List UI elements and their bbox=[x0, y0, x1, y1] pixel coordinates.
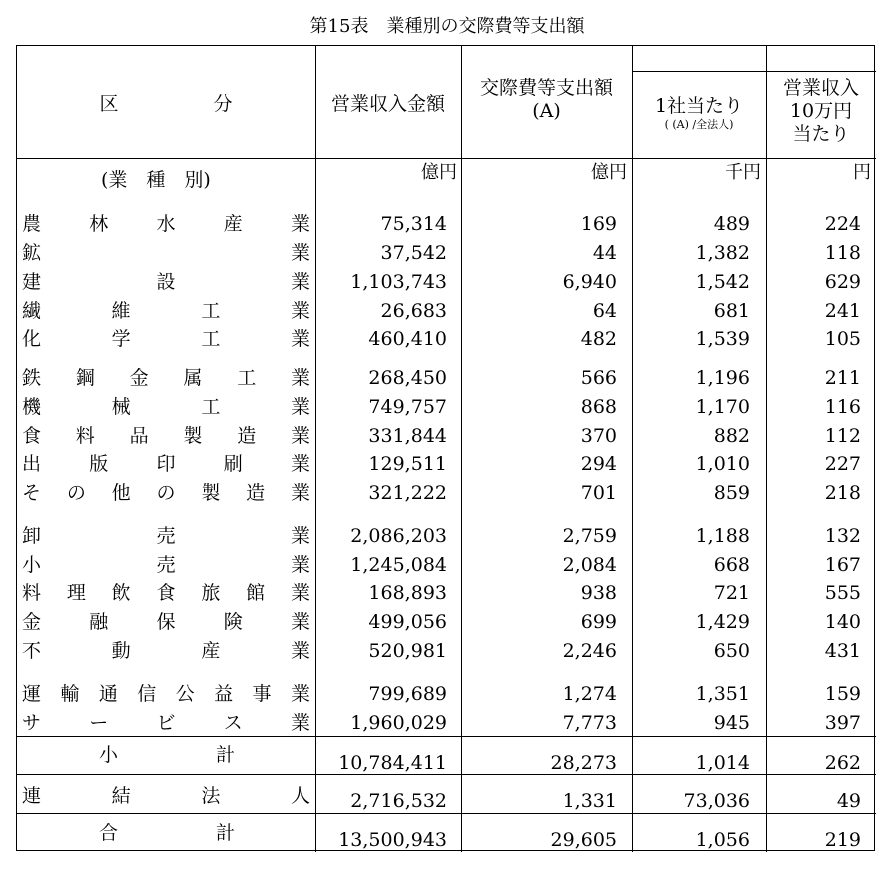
row-label-char: 益 bbox=[214, 683, 234, 705]
row-value-expense: 566 bbox=[580, 367, 617, 389]
row-label bbox=[22, 244, 310, 263]
row-label-char: 機 bbox=[22, 396, 42, 418]
row-label-char: 険 bbox=[223, 611, 243, 633]
row-label-char: 業 bbox=[290, 582, 310, 604]
row-label-char: 学 bbox=[111, 328, 131, 350]
row-label-char: 業 bbox=[290, 453, 310, 475]
row-value-per-company: 1,010 bbox=[695, 453, 750, 475]
subtotal-value-revenue: 10,784,411 bbox=[338, 752, 447, 774]
row-label-char: 業 bbox=[290, 611, 310, 633]
row-value-expense: 2,759 bbox=[562, 525, 617, 547]
row-label-char: 産 bbox=[201, 640, 221, 662]
total-value-per-revenue: 219 bbox=[824, 829, 861, 851]
row-value-per-company: 1,351 bbox=[695, 683, 750, 705]
row-label-char: 水 bbox=[156, 213, 176, 235]
row-value-revenue: 26,683 bbox=[380, 300, 447, 322]
row-label-char: 卸 bbox=[22, 525, 42, 547]
row-label-char: 公 bbox=[175, 683, 195, 705]
row-label bbox=[22, 613, 310, 632]
row-label-char: の bbox=[156, 482, 176, 504]
row-value-per-revenue: 241 bbox=[824, 300, 861, 322]
row-label-char: 動 bbox=[111, 640, 131, 662]
row-label-char: 農 bbox=[22, 213, 42, 235]
row-label-char: 通 bbox=[98, 683, 118, 705]
row-label bbox=[22, 685, 310, 704]
row-value-expense: 64 bbox=[592, 300, 617, 322]
row-label bbox=[22, 215, 310, 234]
row-value-expense: 2,246 bbox=[562, 640, 617, 662]
row-value-revenue: 799,689 bbox=[368, 683, 447, 705]
row-value-revenue: 2,086,203 bbox=[350, 525, 447, 547]
header-expense bbox=[461, 77, 632, 123]
row-value-per-company: 1,382 bbox=[695, 242, 750, 264]
row-label-char: 版 bbox=[89, 453, 109, 475]
row-label-char: 業 bbox=[290, 300, 310, 322]
row-label-char: サ bbox=[22, 712, 42, 734]
row-value-per-company: 1,188 bbox=[695, 525, 750, 547]
subtotal-value-per-company: 1,014 bbox=[695, 752, 750, 774]
row-label-char: 業 bbox=[290, 328, 310, 350]
row-value-expense: 294 bbox=[580, 453, 617, 475]
row-label-char: 金 bbox=[129, 367, 149, 389]
row-label-char: 結 bbox=[111, 785, 131, 807]
row-value-expense: 701 bbox=[580, 482, 617, 504]
consolidated-value-per-revenue: 49 bbox=[836, 790, 861, 812]
row-value-revenue: 331,844 bbox=[368, 425, 447, 447]
consolidated-value-revenue: 2,716,532 bbox=[350, 790, 447, 812]
row-label-char: 業 bbox=[290, 525, 310, 547]
consolidated-rule bbox=[17, 774, 876, 775]
row-label-char: 工 bbox=[201, 300, 221, 322]
row-label-char: 人 bbox=[290, 785, 310, 807]
row-label-char: 工 bbox=[237, 367, 257, 389]
row-label-char: 飲 bbox=[111, 582, 131, 604]
row-value-revenue: 1,245,084 bbox=[350, 554, 447, 576]
row-label-char: 鋼 bbox=[75, 367, 95, 389]
consolidated-label bbox=[22, 787, 310, 806]
header-per-company-label: 1社当たり bbox=[654, 95, 744, 117]
header-expense-sub: (A) bbox=[532, 100, 561, 122]
row-label-char: ビ bbox=[156, 712, 176, 734]
row-label bbox=[22, 455, 310, 474]
header-per-revenue bbox=[766, 77, 876, 146]
row-label-char: 鉄 bbox=[22, 367, 42, 389]
header-rule bbox=[632, 71, 876, 72]
row-label-char: 化 bbox=[22, 328, 42, 350]
row-value-per-revenue: 118 bbox=[824, 242, 861, 264]
row-label-char: 工 bbox=[201, 396, 221, 418]
row-label-char: 属 bbox=[183, 367, 203, 389]
row-label-char: 食 bbox=[22, 425, 42, 447]
row-label-char: 刷 bbox=[223, 453, 243, 475]
row-label-char: 製 bbox=[201, 482, 221, 504]
row-label-char: 設 bbox=[156, 271, 176, 293]
row-label-char: 理 bbox=[66, 582, 86, 604]
header-expense-label: 交際費等支出額 bbox=[479, 77, 613, 99]
row-label-char: 館 bbox=[246, 582, 266, 604]
row-value-per-revenue: 397 bbox=[824, 712, 861, 734]
row-label bbox=[22, 273, 310, 292]
row-label-char: 製 bbox=[183, 425, 203, 447]
row-label-char: 小 bbox=[99, 744, 119, 766]
total-value-expense: 29,605 bbox=[550, 829, 617, 851]
subtotal-label bbox=[99, 746, 235, 765]
row-value-expense: 2,084 bbox=[562, 554, 617, 576]
row-value-expense: 7,773 bbox=[562, 712, 617, 734]
row-label-char: 他 bbox=[111, 482, 131, 504]
table-title: 第15表 業種別の交際費等支出額 bbox=[309, 16, 585, 37]
row-value-revenue: 749,757 bbox=[368, 396, 447, 418]
row-value-per-company: 1,542 bbox=[695, 271, 750, 293]
header-per-revenue-line: 10万円 bbox=[789, 100, 853, 122]
row-label bbox=[22, 398, 310, 417]
total-value-revenue: 13,500,943 bbox=[338, 829, 447, 851]
row-label bbox=[22, 484, 310, 503]
row-label-char: 旅 bbox=[201, 582, 221, 604]
row-value-per-revenue: 116 bbox=[824, 396, 861, 418]
row-value-expense: 6,940 bbox=[562, 271, 617, 293]
row-value-expense: 1,274 bbox=[562, 683, 617, 705]
header-per-company bbox=[632, 95, 766, 131]
row-label-char: 輸 bbox=[60, 683, 80, 705]
row-value-per-company: 1,196 bbox=[695, 367, 750, 389]
row-value-revenue: 37,542 bbox=[380, 242, 447, 264]
row-label-char: ー bbox=[89, 712, 109, 734]
row-value-per-company: 721 bbox=[713, 582, 750, 604]
row-label-char: 食 bbox=[156, 582, 176, 604]
consolidated-value-per-company: 73,036 bbox=[683, 790, 750, 812]
row-label bbox=[22, 330, 310, 349]
row-label-char: 業 bbox=[290, 367, 310, 389]
row-label-char: 料 bbox=[22, 582, 42, 604]
header-division: 区 分 bbox=[99, 93, 233, 115]
row-value-per-company: 1,429 bbox=[695, 611, 750, 633]
row-value-revenue: 75,314 bbox=[380, 213, 447, 235]
row-label bbox=[22, 714, 310, 733]
consolidated-value-expense: 1,331 bbox=[562, 790, 617, 812]
row-label-char: 金 bbox=[22, 611, 42, 633]
row-label-char: 産 bbox=[223, 213, 243, 235]
row-value-per-company: 1,170 bbox=[695, 396, 750, 418]
row-value-per-revenue: 218 bbox=[824, 482, 861, 504]
row-value-revenue: 499,056 bbox=[368, 611, 447, 633]
row-value-expense: 44 bbox=[592, 242, 617, 264]
row-value-per-revenue: 227 bbox=[824, 453, 861, 475]
unit-label: 円 bbox=[853, 162, 871, 183]
row-value-per-company: 489 bbox=[713, 213, 750, 235]
row-label-char: 維 bbox=[111, 300, 131, 322]
row-label-char: 計 bbox=[215, 744, 235, 766]
data-table bbox=[16, 45, 875, 851]
row-label-char: 業 bbox=[290, 482, 310, 504]
row-label-char: 業 bbox=[290, 271, 310, 293]
row-label-char: 繊 bbox=[22, 300, 42, 322]
row-label-char: 連 bbox=[22, 785, 42, 807]
row-value-per-company: 945 bbox=[713, 712, 750, 734]
unit-label: 億円 bbox=[421, 162, 457, 183]
row-label bbox=[22, 527, 310, 546]
row-value-per-company: 1,539 bbox=[695, 328, 750, 350]
row-label-char: 業 bbox=[290, 396, 310, 418]
row-value-per-company: 859 bbox=[713, 482, 750, 504]
row-label bbox=[22, 642, 310, 661]
row-value-expense: 938 bbox=[580, 582, 617, 604]
row-label bbox=[22, 302, 310, 321]
row-label-char: 融 bbox=[89, 611, 109, 633]
row-label-char: の bbox=[66, 482, 86, 504]
row-value-per-company: 668 bbox=[713, 554, 750, 576]
row-label bbox=[22, 369, 310, 388]
row-label-char: 業 bbox=[290, 683, 310, 705]
row-value-per-revenue: 431 bbox=[824, 640, 861, 662]
unit-label: 千円 bbox=[725, 162, 761, 183]
subtotal-value-per-revenue: 262 bbox=[824, 752, 861, 774]
row-label bbox=[22, 556, 310, 575]
subtotal-rule bbox=[17, 736, 876, 737]
row-label-char: 売 bbox=[156, 554, 176, 576]
row-label-char: 小 bbox=[22, 554, 42, 576]
row-value-expense: 370 bbox=[580, 425, 617, 447]
row-value-expense: 699 bbox=[580, 611, 617, 633]
row-value-per-company: 650 bbox=[713, 640, 750, 662]
row-label-char: 売 bbox=[156, 525, 176, 547]
row-value-per-revenue: 140 bbox=[824, 611, 861, 633]
row-label-char: 業 bbox=[290, 640, 310, 662]
header-revenue: 営業収入金額 bbox=[330, 93, 445, 115]
row-label-char: 印 bbox=[156, 453, 176, 475]
total-rule bbox=[17, 813, 876, 814]
row-value-revenue: 520,981 bbox=[368, 640, 447, 662]
row-value-revenue: 129,511 bbox=[368, 453, 447, 475]
row-value-per-revenue: 224 bbox=[824, 213, 861, 235]
row-label-char: 運 bbox=[22, 683, 42, 705]
row-value-expense: 868 bbox=[580, 396, 617, 418]
row-label-char: 合 bbox=[99, 822, 119, 844]
header-per-revenue-line: 当たり bbox=[792, 123, 850, 145]
unit-label: 億円 bbox=[591, 162, 627, 183]
row-label-char: 械 bbox=[111, 396, 131, 418]
row-value-per-revenue: 159 bbox=[824, 683, 861, 705]
header-bottom-rule bbox=[17, 158, 876, 159]
row-label-char: 保 bbox=[156, 611, 176, 633]
row-value-revenue: 460,410 bbox=[368, 328, 447, 350]
total-label bbox=[99, 824, 235, 843]
row-label-char: 鉱 bbox=[22, 242, 42, 264]
row-label-char: 建 bbox=[22, 271, 42, 293]
row-value-per-revenue: 105 bbox=[824, 328, 861, 350]
row-value-per-revenue: 211 bbox=[824, 367, 861, 389]
row-label-char: 信 bbox=[137, 683, 157, 705]
row-label-char: 造 bbox=[246, 482, 266, 504]
row-label bbox=[22, 427, 310, 446]
row-label-char: 業 bbox=[290, 425, 310, 447]
row-value-revenue: 268,450 bbox=[368, 367, 447, 389]
row-label-char: 計 bbox=[215, 822, 235, 844]
total-value-per-company: 1,056 bbox=[695, 829, 750, 851]
row-value-revenue: 1,960,029 bbox=[350, 712, 447, 734]
row-value-per-revenue: 112 bbox=[824, 425, 861, 447]
row-label-char: 造 bbox=[237, 425, 257, 447]
row-label-char: 業 bbox=[290, 554, 310, 576]
row-label-char: 品 bbox=[129, 425, 149, 447]
row-label-char: 業 bbox=[290, 712, 310, 734]
row-label-char: 工 bbox=[201, 328, 221, 350]
row-value-per-revenue: 167 bbox=[824, 554, 861, 576]
row-value-expense: 482 bbox=[580, 328, 617, 350]
row-label bbox=[22, 584, 310, 603]
row-label-char: そ bbox=[22, 482, 42, 504]
column-divider bbox=[461, 46, 462, 852]
row-label-char: 不 bbox=[22, 640, 42, 662]
row-value-per-revenue: 629 bbox=[824, 271, 861, 293]
row-label-char: 料 bbox=[75, 425, 95, 447]
header-per-company-sub: ( (A) /全法人) bbox=[664, 118, 734, 131]
row-value-revenue: 168,893 bbox=[368, 582, 447, 604]
section-label: (業 種 別) bbox=[101, 169, 211, 191]
row-label-char: 業 bbox=[290, 242, 310, 264]
row-label-char: 法 bbox=[201, 785, 221, 807]
row-value-expense: 169 bbox=[580, 213, 617, 235]
row-value-per-revenue: 555 bbox=[824, 582, 861, 604]
row-label-char: 業 bbox=[290, 213, 310, 235]
subtotal-value-expense: 28,273 bbox=[550, 752, 617, 774]
row-value-revenue: 321,222 bbox=[368, 482, 447, 504]
header-per-revenue-line: 営業収入 bbox=[782, 77, 859, 99]
row-value-per-company: 681 bbox=[713, 300, 750, 322]
row-label-char: 林 bbox=[89, 213, 109, 235]
row-label-char: 出 bbox=[22, 453, 42, 475]
row-value-per-company: 882 bbox=[713, 425, 750, 447]
row-label-char: 事 bbox=[252, 683, 272, 705]
row-value-per-revenue: 132 bbox=[824, 525, 861, 547]
row-label-char: ス bbox=[223, 712, 243, 734]
row-value-revenue: 1,103,743 bbox=[350, 271, 447, 293]
